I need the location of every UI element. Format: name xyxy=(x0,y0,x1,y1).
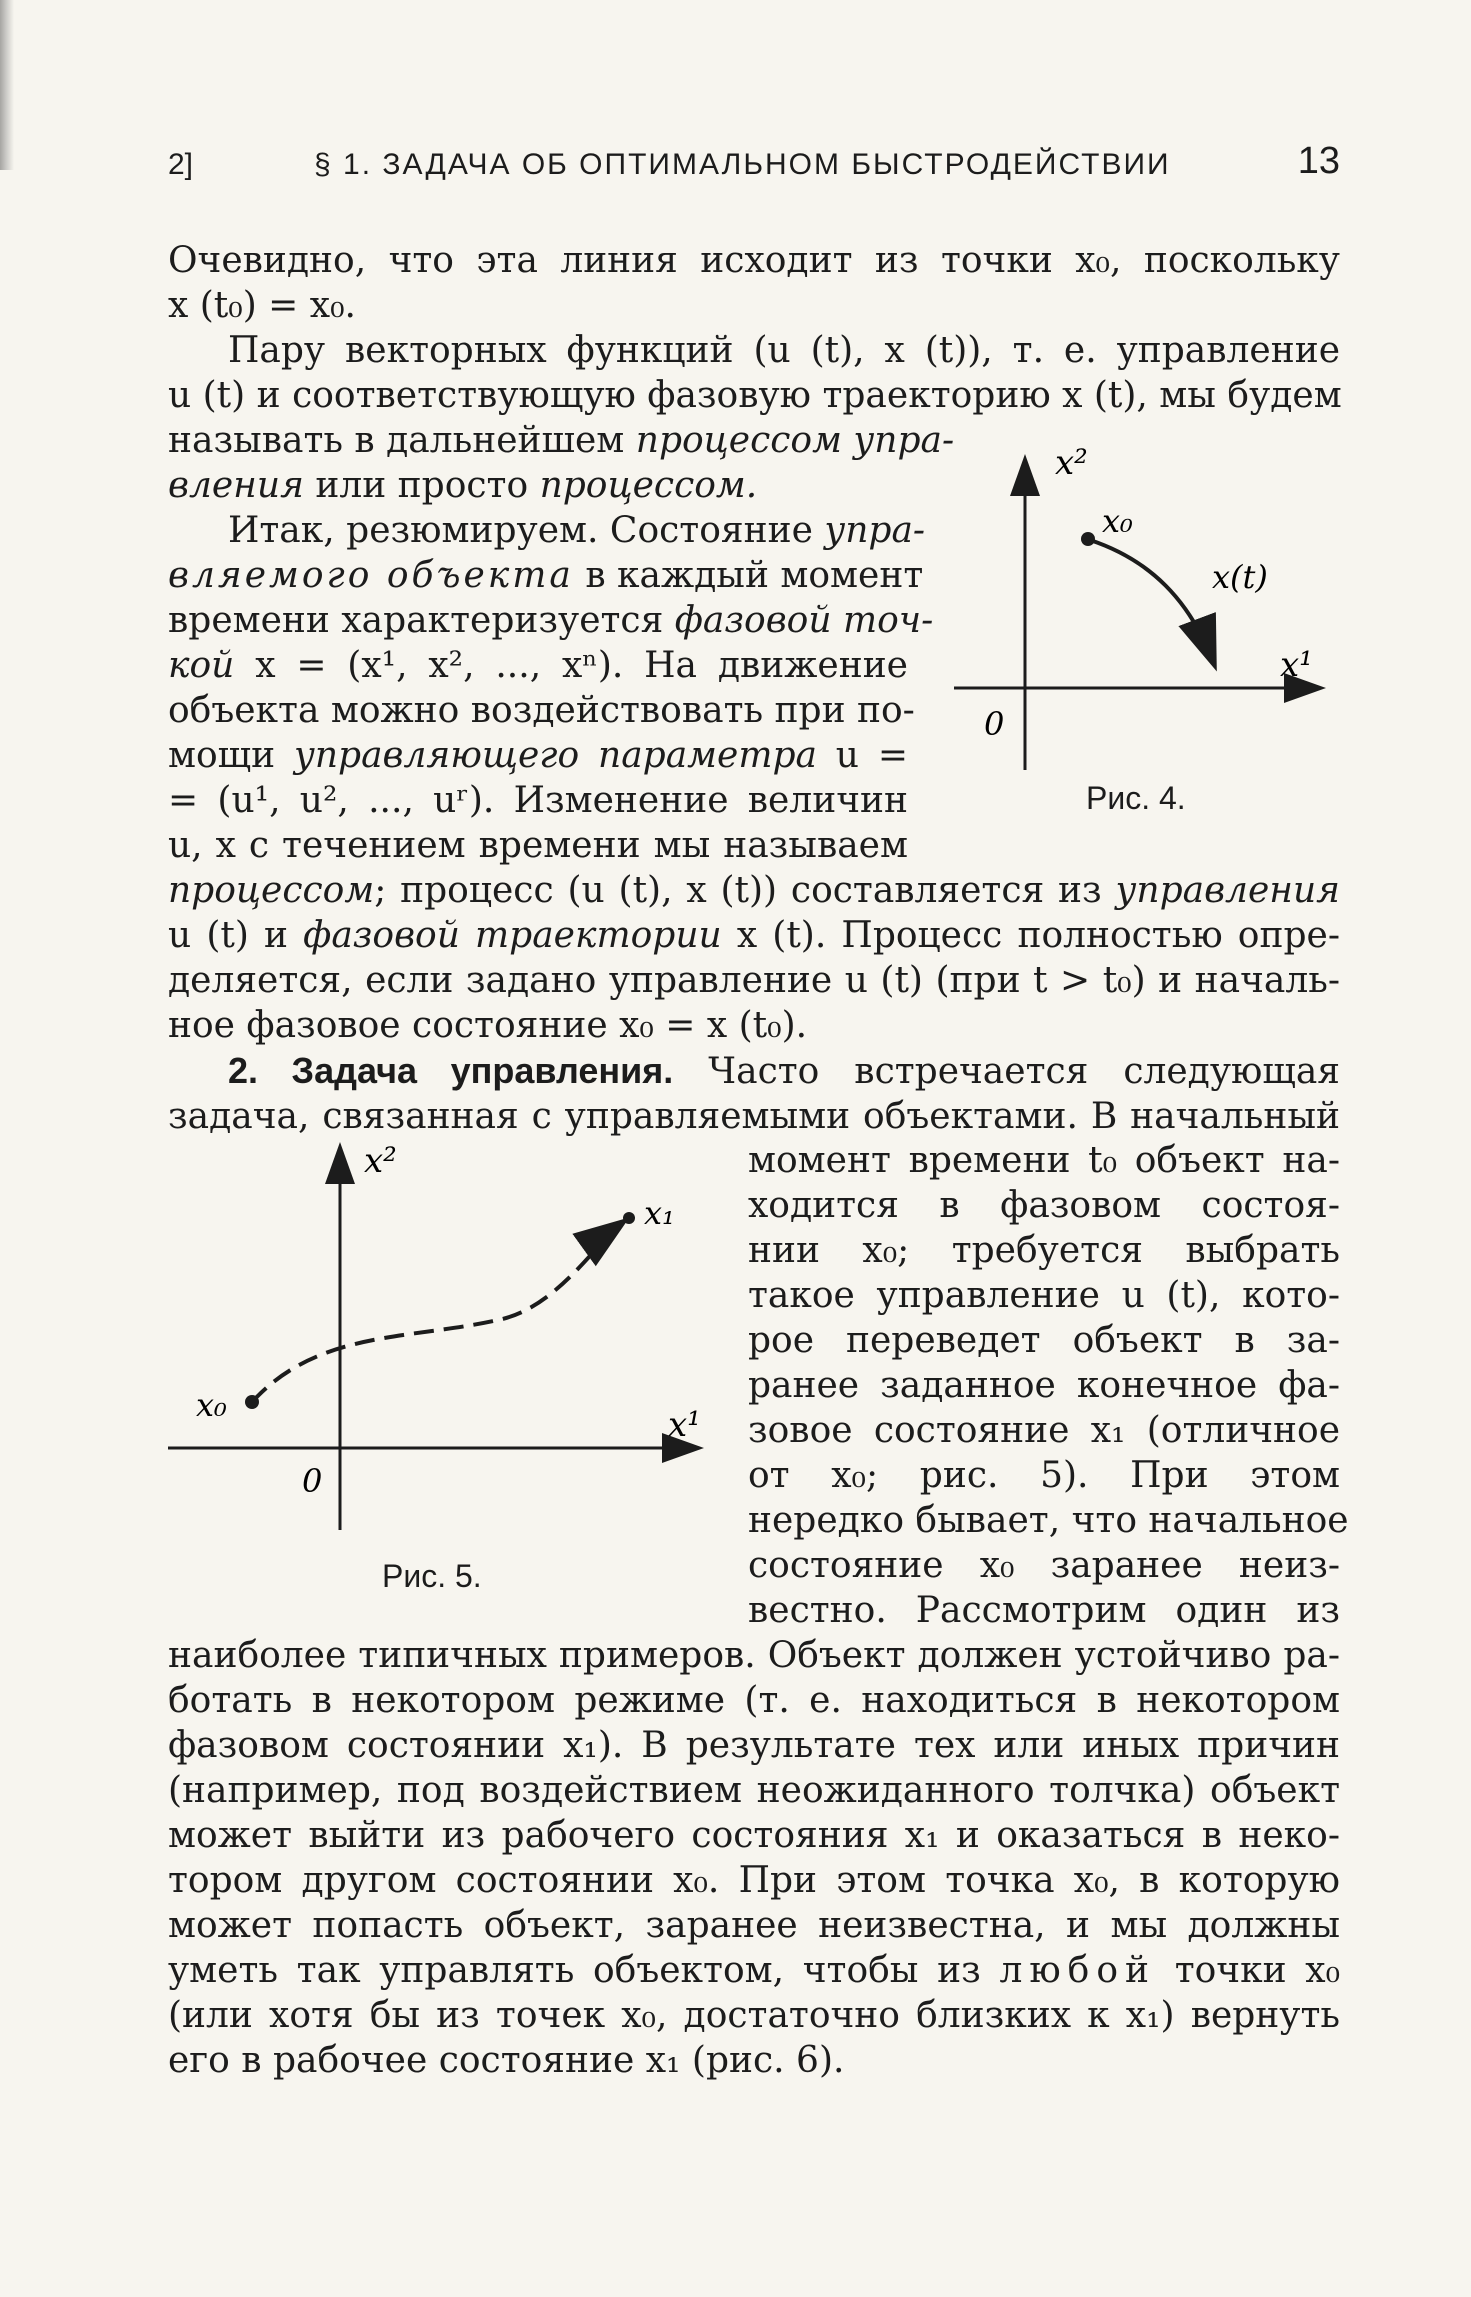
p4-line-6: такое управление u (t), кото- xyxy=(748,1275,1340,1316)
p4-line-17: (например, под воздействием неожиданного толчка) объект xyxy=(168,1770,1340,1811)
fig4-x-label: x¹ xyxy=(1280,645,1313,685)
p3-l6-math: u = xyxy=(816,735,908,776)
p3-line-11: деляется, если задано управление u (t) (при t > t₀) и началь- xyxy=(168,960,1340,1001)
p4-line-9: зовое состояние x₁ (отличное xyxy=(748,1410,1340,1451)
p3-l1-italic: упра- xyxy=(824,510,926,551)
p2-l4-plain: или просто xyxy=(303,465,540,506)
p1-line-1: Очевидно, что эта линия исходит из точки x₀, поскольку xyxy=(168,240,1340,281)
p4-line-21 xyxy=(168,1948,1340,1993)
running-title: § 1. ЗАДАЧА ОБ ОПТИМАЛЬНОМ БЫСТРОДЕЙСТВИИ xyxy=(314,148,1171,181)
p2-l3-plain: называть в дальнейшем xyxy=(168,420,636,461)
fig4-origin-label: 0 xyxy=(984,705,1005,743)
p3-l2-plain: в каждый момент xyxy=(573,555,924,596)
term-control: управления xyxy=(1115,870,1340,911)
fig5-origin-label: 0 xyxy=(302,1462,323,1500)
p4-line-11: нередко бывает, что начальное xyxy=(748,1500,1349,1541)
term-process-2: процессом xyxy=(168,870,375,911)
p4-line-22: (или хотя бы из точек x₀, достаточно близких к x₁) вернуть xyxy=(168,1995,1340,2036)
p3-l3-plain: времени характеризуется xyxy=(168,600,675,641)
term-phase-trajectory: фазовой траектории xyxy=(303,915,722,956)
figure-5 xyxy=(168,1130,728,1560)
paragraph-4 xyxy=(168,1048,1340,1139)
paragraph-3 xyxy=(168,508,934,868)
paragraph-3-wide xyxy=(168,868,1340,1048)
p2-line-1: Пару векторных функций (u (t), x (t)), т. е. управление xyxy=(228,330,1340,371)
fig4-trajectory-curve xyxy=(1090,540,1214,664)
p3-line-10 xyxy=(168,913,1340,958)
p3-l4-math: x = (x¹, x², ..., xⁿ). На движение xyxy=(234,645,908,686)
p4-line-10: от x₀; рис. 5). При этом xyxy=(748,1455,1340,1496)
p3-line-9 xyxy=(168,868,1340,913)
p4-line-12: состояние x₀ заранее неиз- xyxy=(748,1545,1340,1586)
p4-line-15: ботать в некотором режиме (т. е. находиться в некотором xyxy=(168,1680,1340,1721)
p4-line-20: может попасть объект, заранее неизвестна, и мы должны xyxy=(168,1905,1340,1946)
p4-line-16: фазовом состоянии x₁). В результате тех или иных причин xyxy=(168,1725,1340,1766)
running-header xyxy=(168,140,1340,190)
p3-line-4 xyxy=(168,643,908,688)
p2-line-2: u (t) и соответствующую фазовую траекторию x (t), мы будем xyxy=(168,375,1342,416)
p3-line-3 xyxy=(168,598,934,643)
p3-l6-plain: мощи xyxy=(168,735,294,776)
p4-line-5: нии x₀; требуется выбрать xyxy=(748,1230,1340,1271)
fig4-point-label: x₀ xyxy=(1102,502,1133,540)
p4-line-7: рое переведет объект в за- xyxy=(748,1320,1340,1361)
fig4-caption: Рис. 4. xyxy=(1086,780,1186,816)
p4-l21-plain: уметь так управлять объектом, чтобы из xyxy=(168,1950,1000,1991)
p4-line-18: может выйти из рабочего состояния x₁ и оказаться в неко- xyxy=(168,1815,1340,1856)
fig5-start-point xyxy=(245,1395,259,1409)
p3-l1-plain: Итак, резюмируем. Состояние xyxy=(228,510,825,551)
term-process: процессом. xyxy=(539,465,758,506)
term-phase-point: фазовой точ- xyxy=(674,600,934,641)
p3-l10-rest: x (t). Процесс полностью опре- xyxy=(721,915,1340,956)
p4-line-4: ходится в фазовом состоя- xyxy=(748,1185,1340,1226)
section-heading: 2. Задача управления. xyxy=(228,1050,674,1091)
paragraph-1 xyxy=(168,238,1340,328)
p4-l21-rest: точки x₀ xyxy=(1156,1950,1340,1991)
p4-line-3: момент времени t₀ объект на- xyxy=(748,1140,1340,1181)
p2-line-3 xyxy=(168,418,955,463)
fig4-curve-label: x(t) xyxy=(1212,558,1268,596)
scan-edge-shadow xyxy=(0,0,14,170)
figure-4 xyxy=(940,440,1340,820)
fig5-trajectory-curve xyxy=(252,1222,623,1402)
p4-line-8: ранее заданное конечное фа- xyxy=(748,1365,1340,1406)
p4-line-19: тором другом состоянии x₀. При этом точка x₀, в которую xyxy=(168,1860,1340,1901)
fig5-y-label: x² xyxy=(364,1141,397,1181)
fig4-y-label: x² xyxy=(1055,443,1088,483)
p3-line-12: ное фазовое состояние x₀ = x (t₀). xyxy=(168,1005,808,1046)
p2-l4-italic: вления xyxy=(168,465,304,506)
p3-l4-italic: кой xyxy=(168,645,235,686)
p3-line-8: u, x с течением времени мы называем xyxy=(168,825,908,866)
p4-l1-plain: Часто встречается следующая xyxy=(673,1051,1341,1092)
term-controlled-object: вляемого объекта xyxy=(168,555,574,596)
fig5-end-label: x₁ xyxy=(644,1194,675,1232)
p3-l9-plain: ; процесс (u (t), x (t)) составляется из xyxy=(374,870,1116,911)
fig5-x-label: x¹ xyxy=(668,1405,701,1445)
p3-line-6 xyxy=(168,733,908,778)
fig5-end-point xyxy=(623,1212,635,1224)
p3-line-7: = (u¹, u², ..., uʳ). Изменение величин xyxy=(168,780,908,821)
paragraph-4-narrow xyxy=(748,1138,1349,1633)
fig4-start-point xyxy=(1081,532,1095,546)
term-control-parameter: управляющего параметра xyxy=(293,735,817,776)
paragraph-4-wide xyxy=(168,1633,1340,2083)
section-marker: 2] xyxy=(168,148,194,181)
page-number: 13 xyxy=(1297,140,1340,182)
p3-line-1 xyxy=(168,508,926,553)
p4-line-23: его в рабочее состояние x₁ (рис. 6). xyxy=(168,2040,845,2081)
p4-line-2: задача, связанная с управляемыми объектами. В начальный xyxy=(168,1096,1340,1137)
paragraph-2 xyxy=(168,328,1340,418)
p4-line-1 xyxy=(168,1048,1340,1094)
p3-l10-plain: u (t) и xyxy=(168,915,304,956)
term-process-control: процессом упра- xyxy=(635,420,955,461)
p3-line-2 xyxy=(168,553,924,598)
fig5-start-label: x₀ xyxy=(196,1386,227,1424)
fig5-caption: Рис. 5. xyxy=(382,1558,482,1594)
p1-line-2: x (t₀) = x₀. xyxy=(168,285,356,326)
p4-line-13: вестно. Рассмотрим один из xyxy=(748,1590,1340,1631)
spaced-word-any: любой xyxy=(999,1950,1157,1991)
p3-line-5: объекта можно воздействовать при по- xyxy=(168,690,915,731)
paragraph-2-narrow xyxy=(168,418,955,508)
p2-line-4 xyxy=(168,463,908,508)
p4-line-14: наиболее типичных примеров. Объект должен устойчиво ра- xyxy=(168,1635,1340,1676)
